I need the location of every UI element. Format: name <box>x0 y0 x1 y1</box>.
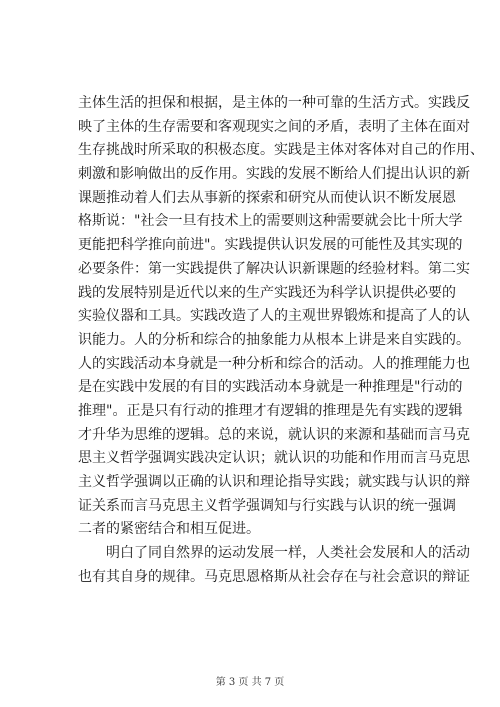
text-line: 实验仪器和工具。实践改造了人的主观世界锻炼和提高了人的认 <box>78 308 470 325</box>
text-line: 主义哲学强调以正确的认识和理论指导实践；就实践与认识的辩 <box>78 474 470 490</box>
paragraph <box>78 542 470 589</box>
text-line: 思主义哲学强调实践决定认识；就认识的功能和作用而言马克思 <box>78 450 470 467</box>
text-line: 刺激和影响做出的反作用。实践的发展不断给人们提出认识的新 <box>78 166 470 183</box>
text-line: 人的实践活动本身就是一种分析和综合的活动。人的推理能力也 <box>78 355 470 372</box>
text-line: 证关系而言马克思主义哲学强调知与行实践与认识的统一强调 <box>78 497 456 514</box>
text-line: 才升华为思维的逻辑。总的来说，就认识的来源和基础而言马克 <box>78 426 470 443</box>
text-line: 践的发展特别是近代以来的生产实践还为科学认识提供必要的 <box>78 284 456 301</box>
text-line: 课题推动着人们去从事新的探索和研究从而使认识不断发展恩 <box>78 189 456 206</box>
text-line: 必要条件：第一实践提供了解决认识新课题的经验材料。第二实 <box>78 260 470 277</box>
text-line: 识能力。人的分析和综合的抽象能力从根本上讲是来自实践的。 <box>78 331 470 348</box>
body-text <box>78 92 484 589</box>
text-line: 明白了同自然界的运动发展一样，人类社会发展和人的活动 <box>106 545 470 562</box>
text-line: 也有其自身的规律。马克思恩格斯从社会存在与社会意识的辩证 <box>78 568 470 585</box>
text-line: 是在实践中发展的有目的实践活动本身就是一种推理是"行动的 <box>78 379 463 396</box>
text-line: 格斯说："社会一旦有技术上的需要则这种需要就会比十所大学 <box>78 213 463 230</box>
text-line: 生存挑战时所采取的积极态度。实践是主体对客体对自己的作用、 <box>78 142 484 159</box>
text-line: 更能把科学推向前进"。实践提供认识发展的可能性及其实现的 <box>78 237 463 254</box>
text-line: 主体生活的担保和根据，是主体的一种可靠的生活方式。实践反 <box>78 95 470 111</box>
text-line: 映了主体的生存需要和客观现实之间的矛盾，表明了主体在面对 <box>78 118 470 135</box>
text-line: 推理"。正是只有行动的推理才有逻辑的推理是先有实践的逻辑 <box>78 402 463 419</box>
paragraph <box>78 92 484 542</box>
page-number-footer: 第 3 页 共 7 页 <box>215 677 285 688</box>
text-line: 二者的紧密结合和相互促进。 <box>78 521 260 538</box>
